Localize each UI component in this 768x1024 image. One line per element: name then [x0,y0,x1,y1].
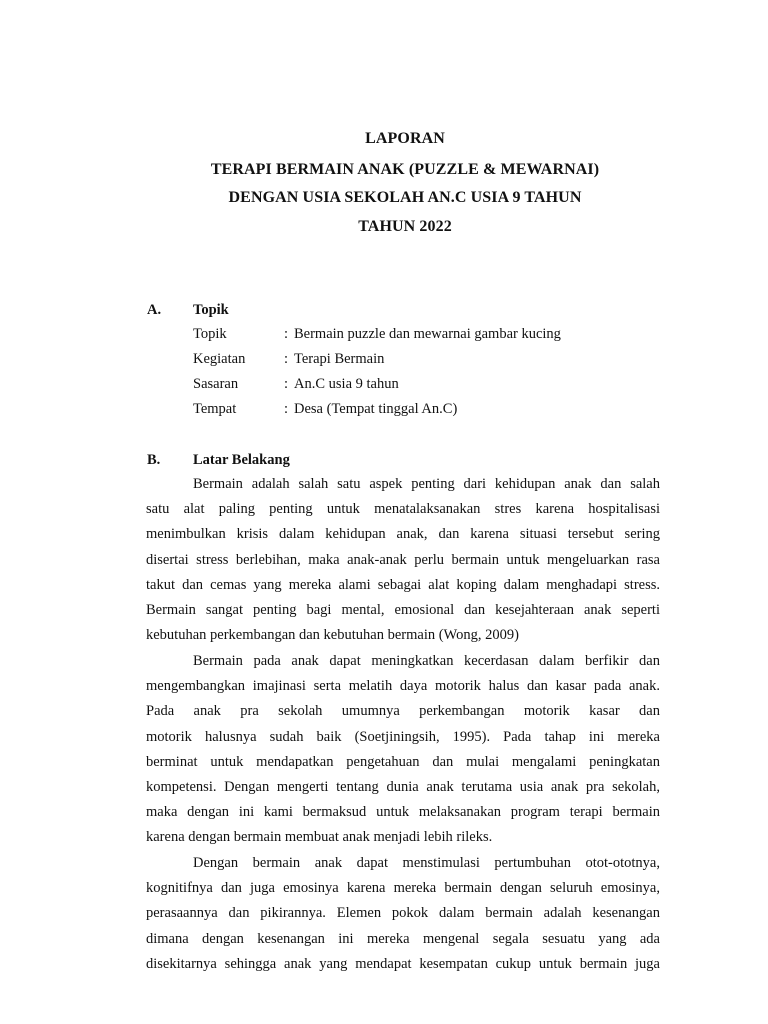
section-a-letter: A. [147,302,162,318]
topic-label: Topik [193,326,227,342]
paragraph-line: kognitifnya dan juga emosinya karena mereka bermain dengan seluruh emosinya, [146,880,660,897]
paragraph-line: Dengan bermain anak dapat menstimulasi pertumbuhan otot-ototnya, [193,855,660,871]
paragraph-line: kompetensi. Dengan mengerti tentang dunia anak terutama usia anak pra sekolah, [146,778,660,795]
document-title-line-3: DENGAN USIA SEKOLAH AN.C USIA 9 TAHUN [228,189,582,206]
document-title-line-4: TAHUN 2022 [358,218,452,235]
paragraph-line: perasaannya dan pikirannya. Elemen pokok dalam bermain adalah kesenangan [146,905,660,922]
target-label: Sasaran [193,376,239,392]
paragraph-line: Bermain sangat penting bagi mental, emosional dan kesejahteraan anak seperti [146,601,660,618]
paragraph-line: berminat untuk mendapatkan pengetahuan dan mulai mengalami peningkatan [146,753,660,770]
document-title-line-2: TERAPI BERMAIN ANAK (PUZZLE & MEWARNAI) [210,161,600,178]
activity-label: Kegiatan [193,351,246,367]
activity-value: Terapi Bermain [294,351,385,367]
paragraph-line: disekitarnya sehingga anak yang mendapat kesempatan cukup untuk bermain juga [146,955,660,972]
paragraph-line: Bermain pada anak dapat meningkatkan kecerdasan dalam berfikir dan [193,653,660,669]
place-value: Desa (Tempat tinggal An.C) [294,401,458,417]
target-value: An.C usia 9 tahun [294,376,399,392]
paragraph-line: Bermain adalah salah satu aspek penting dari kehidupan anak dan salah [193,476,660,492]
paragraph-line: maka dengan ini kami bermaksud untuk melaksanakan program terapi bermain [146,804,660,821]
paragraph-1 [146,472,660,648]
activity-separator: : [284,351,289,367]
document-title-line-1: LAPORAN [365,130,445,147]
paragraph-line: kebutuhan perkembangan dan kebutuhan bermain (Wong, 2009) [146,627,519,644]
section-a-title: Topik [193,302,229,318]
paragraph-3 [146,851,660,977]
paragraph-line: karena dengan bermain membuat anak menjadi lebih rileks. [146,829,493,846]
place-label: Tempat [193,401,237,417]
paragraph-line: satu alat paling penting untuk menatalaksanakan stres karena hospitalisasi [146,501,660,518]
paragraph-line: takut dan cemas yang mereka alami sebagai alat koping dalam menghadapi stress. [146,576,660,593]
topic-separator: : [284,326,289,342]
place-separator: : [284,401,289,417]
paragraph-2 [146,649,660,851]
topic-value: Bermain puzzle dan mewarnai gambar kucing [294,326,561,342]
section-b-letter: B. [147,452,161,468]
paragraph-line: menimbulkan krisis dalam kehidupan anak, dan karena situasi tersebut sering [146,526,660,543]
section-b-title: Latar Belakang [193,452,290,468]
paragraph-line: motorik halusnya sudah baik (Soetjiningsih, 1995). Pada tahap ini mereka [146,728,660,745]
target-separator: : [284,376,289,392]
paragraph-line: dimana dengan kesenangan ini mereka mengenal segala sesuatu yang ada [146,930,660,947]
paragraph-line: Pada anak pra sekolah umumnya perkembangan motorik kasar dan [146,703,660,720]
paragraph-line: disertai stress berlebihan, maka anak-anak perlu bermain untuk mengeluarkan rasa [146,551,660,568]
paragraph-line: mengembangkan imajinasi serta melatih daya motorik halus dan kasar pada anak. [146,678,660,695]
